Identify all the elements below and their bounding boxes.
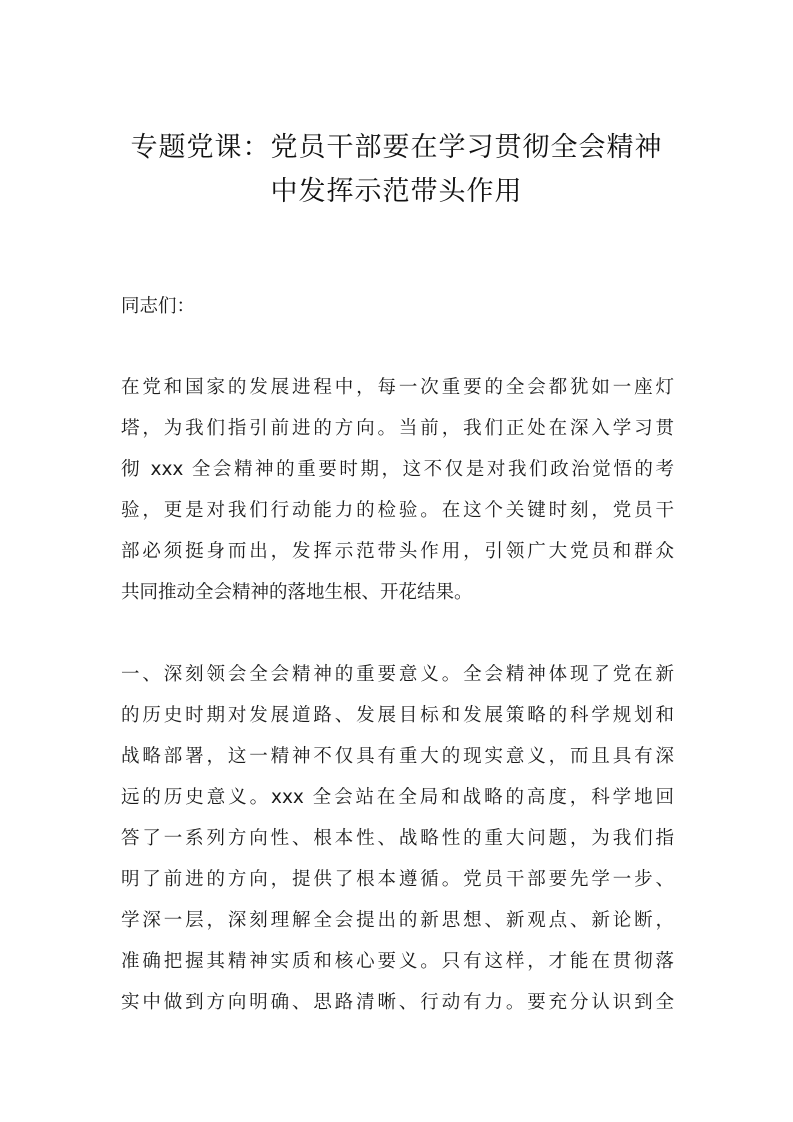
paragraph-2-line: 准确把握其精神实质和核心要义。只有这样，才能在贯彻落 — [121, 951, 674, 972]
paragraph-1-line: 验，更是对我们行动能力的检验。在这个关键时刻，党员干 — [121, 500, 674, 521]
paragraph-2-line: 远的历史意义。xxx 全会站在全局和战略的高度，科学地回 — [121, 787, 674, 808]
paragraph-2-line: 实中做到方向明确、思路清晰、行动有力。要充分认识到全 — [121, 992, 674, 1013]
paragraph-1-line: 共同推动全会精神的落地生根、开花结果。 — [121, 582, 473, 603]
paragraph-1-line: 彻 xxx 全会精神的重要时期，这不仅是对我们政治觉悟的考 — [121, 459, 674, 480]
document-title-line-1: 专题党课：党员干部要在学习贯彻全会精神 — [130, 132, 663, 163]
paragraph-1-line: 塔，为我们指引前进的方向。当前，我们正处在深入学习贯 — [121, 418, 674, 439]
document-title-line-2: 中发挥示范带头作用 — [270, 176, 523, 207]
paragraph-1-line: 部必须挺身而出，发挥示范带头作用，引领广大党员和群众 — [121, 541, 674, 562]
paragraph-2-line: 的历史时期对发展道路、发展目标和发展策略的科学规划和 — [121, 705, 674, 726]
paragraph-2-line: 明了前进的方向，提供了根本遵循。党员干部要先学一步、 — [121, 869, 674, 890]
paragraph-2-line: 战略部署，这一精神不仅具有重大的现实意义，而且具有深 — [121, 746, 674, 767]
paragraph-1-line: 在党和国家的发展进程中，每一次重要的全会都犹如一座灯 — [121, 377, 674, 398]
paragraph-2-line: 学深一层，深刻理解全会提出的新思想、新观点、新论断， — [121, 910, 674, 931]
greeting: 同志们： — [121, 296, 196, 317]
paragraph-2-line: 一、深刻领会全会精神的重要意义。全会精神体现了党在新 — [121, 664, 674, 685]
paragraph-2-line: 答了一系列方向性、根本性、战略性的重大问题，为我们指 — [121, 828, 674, 849]
